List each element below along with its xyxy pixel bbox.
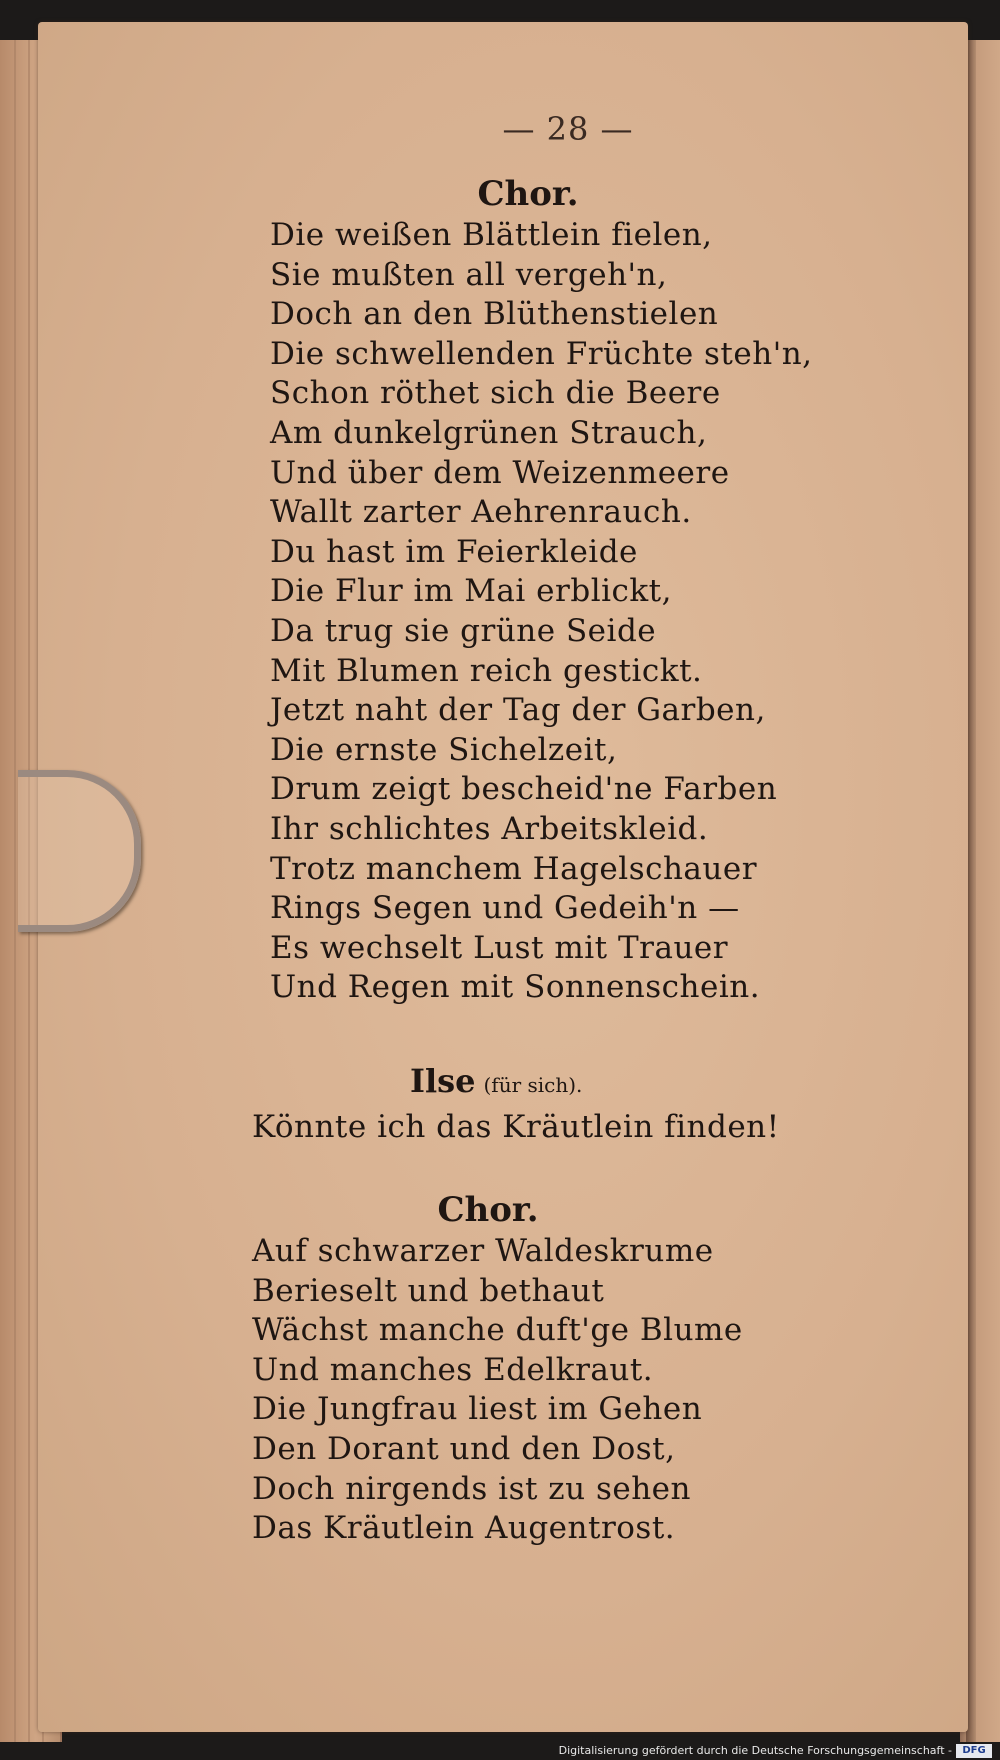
verse-line: Könnte ich das Kräutlein finden! [252,1109,780,1145]
verse-block-2 [252,1108,780,1148]
stage-direction: (für sich). [483,1073,583,1097]
verse-line: Drum zeigt bescheid'ne Farben [270,771,778,808]
section-heading-chor-2: Chor. [437,1190,539,1230]
verse-line: Jetzt naht der Tag der Garben, [270,692,766,729]
verse-line: Den Dorant und den Dost, [252,1430,676,1467]
verse-line: Und Regen mit Sonnenschein. [270,969,761,1006]
verse-line: Doch an den Blüthenstielen [270,296,719,333]
verse-line: Wallt zarter Aehrenrauch. [270,494,692,531]
verse-line: Es wechselt Lust mit Trauer [270,929,729,966]
verse-block-1 [270,216,813,1008]
verse-line: Doch nirgends ist zu sehen [252,1470,691,1507]
verse-line: Das Kräutlein Augentrost. [252,1510,676,1547]
verse-line: Du hast im Feierkleide [270,533,638,570]
verse-line: Berieselt und bethaut [252,1272,605,1309]
verse-line: Wächst manche duft'ge Blume [252,1312,743,1349]
verse-line: Ihr schlichtes Arbeitskleid. [270,810,709,847]
speaker-line [410,1062,582,1100]
section-heading-chor-1: Chor. [477,174,579,214]
page-number: — 28 — [502,110,634,148]
dfg-logo: DFG [956,1744,992,1758]
verse-line: Und über dem Weizenmeere [270,454,730,491]
verse-line: Rings Segen und Gedeih'n — [270,890,740,927]
paper-clip [18,770,141,932]
verse-line: Da trug sie grüne Seide [270,612,657,649]
speaker-name: Ilse [410,1062,476,1100]
verse-line: Schon röthet sich die Beere [270,375,721,412]
verse-line: Die ernste Sichelzeit, [270,731,618,768]
verse-line: Mit Blumen reich gestickt. [270,652,703,689]
verse-line: Am dunkelgrünen Strauch, [270,414,708,451]
verse-line: Die weißen Blättlein fielen, [270,217,713,253]
verse-line: Trotz manchem Hagelschauer [270,850,758,887]
verse-line: Die Flur im Mai erblickt, [270,573,672,610]
verse-block-3 [252,1232,743,1549]
verse-line: Auf schwarzer Waldeskrume [252,1233,714,1269]
verse-line: Und manches Edelkraut. [252,1351,654,1388]
digitization-credit: Digitalisierung gefördert durch die Deutsche Forschungsgemeinschaft - [558,1744,952,1757]
verse-line: Sie mußten all vergeh'n, [270,256,668,293]
verse-line: Die schwellenden Früchte steh'n, [270,335,813,372]
verse-line: Die Jungfrau liest im Gehen [252,1391,703,1428]
book-page [38,22,968,1732]
